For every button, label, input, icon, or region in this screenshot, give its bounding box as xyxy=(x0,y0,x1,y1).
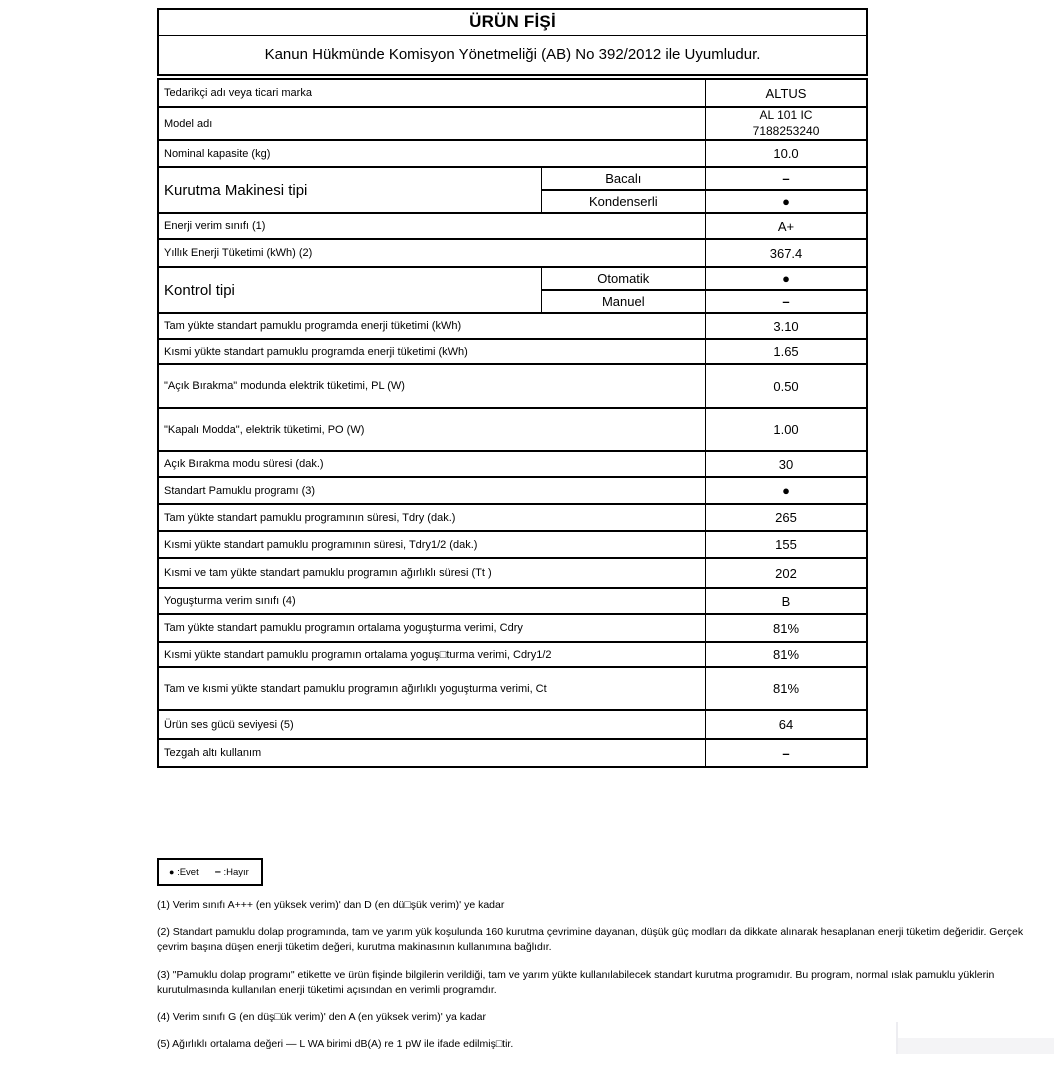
legend-no-label: :Hayır xyxy=(223,867,249,878)
row-label: Kısmi yükte standart pamuklu programda enerji tüketimi (kWh) xyxy=(158,339,706,364)
row-label: Kısmi yükte standart pamuklu programın ortalama yoguş□turma verimi, Cdry1/2 xyxy=(158,642,706,667)
row-label: Kontrol tipi xyxy=(158,267,541,313)
footnote-4: (4) Verim sınıfı G (en düş□ük verim)' den A (en yüksek verim)' ya kadar xyxy=(157,1011,486,1024)
table-row xyxy=(158,504,867,531)
row-label: Tam ve kısmi yükte standart pamuklu programın ağırlıklı yoguşturma verimi, Ct xyxy=(158,667,706,710)
table-row xyxy=(158,558,867,588)
row-value: 30 xyxy=(706,451,867,477)
table-row xyxy=(158,667,867,710)
table-row xyxy=(158,267,867,290)
row-value: B xyxy=(706,588,867,614)
table-row xyxy=(158,79,867,107)
row-value: 10.0 xyxy=(706,140,867,167)
row-label: "Kapalı Modda", elektrik tüketimi, PO (W) xyxy=(158,408,706,451)
row-value: 64 xyxy=(706,710,867,739)
row-value: 0.50 xyxy=(706,364,867,408)
table-row xyxy=(158,140,867,167)
table-row xyxy=(158,107,867,140)
page-title: ÜRÜN FİŞİ xyxy=(158,9,867,35)
row-label: Yoguşturma verim sınıfı (4) xyxy=(158,588,706,614)
row-value: 367.4 xyxy=(706,239,867,267)
model-number: 7188253240 xyxy=(752,123,820,138)
table-row xyxy=(158,588,867,614)
table-row xyxy=(158,213,867,239)
yes-symbol: ● xyxy=(169,867,175,877)
table-row xyxy=(158,9,867,35)
row-label: Tam yükte standart pamuklu programda enerji tüketimi (kWh) xyxy=(158,313,706,339)
row-label: Tezgah altı kullanım xyxy=(158,739,706,767)
table-row xyxy=(158,364,867,408)
table-row xyxy=(158,239,867,267)
row-value: A+ xyxy=(706,213,867,239)
legend-box xyxy=(157,858,263,886)
row-label: Kurutma Makinesi tipi xyxy=(158,167,541,213)
table-row xyxy=(158,339,867,364)
table-row xyxy=(158,614,867,642)
no-symbol: – xyxy=(706,739,867,767)
sub-row-label: Kondenserli xyxy=(541,190,705,213)
row-value: 81% xyxy=(706,642,867,667)
row-value: 265 xyxy=(706,504,867,531)
table-row xyxy=(158,35,867,75)
row-label: Standart Pamuklu programı (3) xyxy=(158,477,706,504)
page-edge-background xyxy=(898,1038,1054,1054)
row-label: Enerji verim sınıfı (1) xyxy=(158,213,706,239)
row-label: "Açık Bırakma" modunda elektrik tüketimi, PL (W) xyxy=(158,364,706,408)
table-row xyxy=(158,167,867,190)
footnote-5: (5) Ağırlıklı ortalama değeri — L WA birimi dB(A) re 1 pW ile ifade edilmiş□tir. xyxy=(157,1038,514,1051)
table-row xyxy=(158,477,867,504)
model-name: AL 101 IC xyxy=(759,108,813,122)
row-value: 3.10 xyxy=(706,313,867,339)
row-value: 81% xyxy=(706,614,867,642)
row-label: Tedarikçi adı veya ticari marka xyxy=(158,79,706,107)
row-value: 202 xyxy=(706,558,867,588)
header-table xyxy=(157,8,868,76)
row-value: 1.65 xyxy=(706,339,867,364)
row-label: Nominal kapasite (kg) xyxy=(158,140,706,167)
footnote-1: (1) Verim sınıfı A+++ (en yüksek verim)' dan D (en dü□şük verim)' ye kadar xyxy=(157,899,505,911)
product-fiche-document xyxy=(157,8,868,768)
sub-row-label: Bacalı xyxy=(541,167,705,190)
spec-table xyxy=(157,78,868,768)
no-symbol: – xyxy=(214,866,221,878)
legend-yes xyxy=(169,867,199,878)
table-row xyxy=(158,451,867,477)
page-subtitle: Kanun Hükmünde Komisyon Yönetmeliği (AB) No 392/2012 ile Uyumludur. xyxy=(158,35,867,75)
no-symbol: – xyxy=(706,290,867,313)
legend-no xyxy=(215,867,249,878)
table-row xyxy=(158,408,867,451)
row-label: Model adı xyxy=(158,107,706,140)
row-label: Ürün ses gücü seviyesi (5) xyxy=(158,710,706,739)
row-label: Açık Bırakma modu süresi (dak.) xyxy=(158,451,706,477)
row-label: Kısmi yükte standart pamuklu programının süresi, Tdry1/2 (dak.) xyxy=(158,531,706,558)
footnote-3: (3) "Pamuklu dolap programı" etikette ve ürün fişinde bilgilerin verildiği, tam ve yarım yükte kullanılabilecek standart kurutma programıdır. Bu program, normal ıslak pamuklu yüklerin kurutulmasında kullanılan enerji tüketimi açısından en verimli programdır. xyxy=(157,968,995,996)
row-label: Yıllık Enerji Tüketimi (kWh) (2) xyxy=(158,239,706,267)
sub-row-label: Manuel xyxy=(541,290,705,313)
footnote-2: (2) Standart pamuklu dolap programında, tam ve yarım yük koşulunda 160 kurutma çevrimine dayanan, düşük güç modları da dikkate alınarak hesaplanan enerji tüketim değeridir. Gerçek çevrim başına düşen enerji tüketim değeri, kurutma makinasının kullanımına bağlıdır. xyxy=(157,926,1024,954)
row-value: 155 xyxy=(706,531,867,558)
row-value: 81% xyxy=(706,667,867,710)
legend-and-footnotes xyxy=(157,858,1035,1065)
yes-symbol: ● xyxy=(706,267,867,290)
table-row xyxy=(158,710,867,739)
no-symbol: – xyxy=(706,167,867,190)
legend-yes-label: :Evet xyxy=(177,867,199,878)
table-row xyxy=(158,642,867,667)
row-label: Kısmi ve tam yükte standart pamuklu programın ağırlıklı süresi (Tt ) xyxy=(158,558,706,588)
row-value: ALTUS xyxy=(706,79,867,107)
row-label: Tam yükte standart pamuklu programının süresi, Tdry (dak.) xyxy=(158,504,706,531)
table-row xyxy=(158,313,867,339)
row-label: Tam yükte standart pamuklu programın ortalama yoguşturma verimi, Cdry xyxy=(158,614,706,642)
row-value: 1.00 xyxy=(706,408,867,451)
yes-symbol: ● xyxy=(706,190,867,213)
table-row xyxy=(158,531,867,558)
yes-symbol: ● xyxy=(706,477,867,504)
table-row xyxy=(158,739,867,767)
row-value xyxy=(706,107,867,140)
sub-row-label: Otomatik xyxy=(541,267,705,290)
